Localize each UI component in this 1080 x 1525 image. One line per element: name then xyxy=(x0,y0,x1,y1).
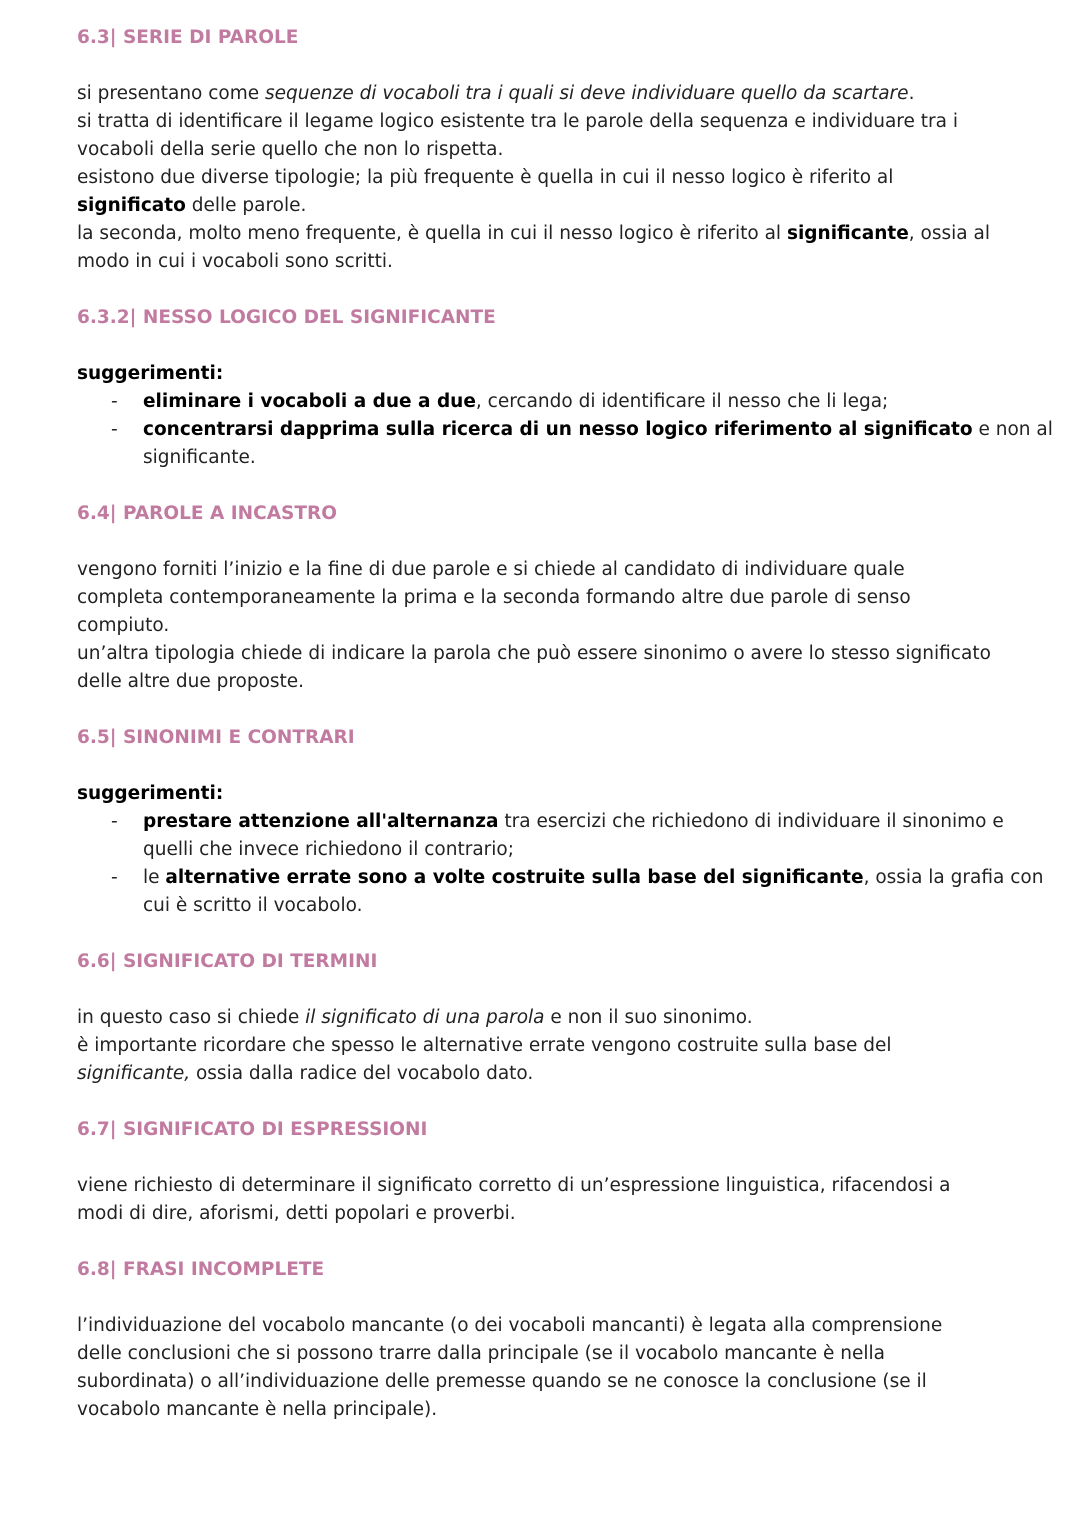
section-heading-6-3: 6.3| SERIE DI PAROLE xyxy=(77,27,299,48)
suggestions-list xyxy=(77,388,1062,472)
text-span: e non il suo sinonimo. xyxy=(544,1007,753,1028)
section-heading-6-8: 6.8| FRASI INCOMPLETE xyxy=(77,1259,325,1280)
italic-text: significante, xyxy=(77,1063,191,1084)
text-span: . xyxy=(908,83,915,104)
bold-text: prestare attenzione all'alternanza xyxy=(143,811,499,832)
spacer xyxy=(77,1088,1062,1116)
bold-text: alternative errate sono a volte costruite sulla base del significante xyxy=(165,867,864,888)
text-line: compiuto. xyxy=(77,615,170,636)
spacer xyxy=(77,1228,1062,1256)
section-body-6-3 xyxy=(77,80,1062,276)
text-span: , ossia la grafia con xyxy=(863,867,1044,888)
text-line: esistono due diverse tipologie; la più frequente è quella in cui il nesso logico è riferito al xyxy=(77,167,894,188)
list-item xyxy=(77,864,1062,920)
text-span: le xyxy=(143,867,166,888)
section-heading-6-4: 6.4| PAROLE A INCASTRO xyxy=(77,503,337,524)
text-span: , cercando di identificare il nesso che li lega; xyxy=(475,391,889,412)
section-heading-6-6: 6.6| SIGNIFICATO DI TERMINI xyxy=(77,951,378,972)
text-line xyxy=(77,80,1062,108)
text-span: tra esercizi che richiedono di individuare il sinonimo e xyxy=(498,811,1004,832)
spacer xyxy=(77,920,1062,948)
text-line xyxy=(77,1060,1062,1088)
text-line: l’individuazione del vocabolo mancante (o dei vocaboli mancanti) è legata alla comprensione xyxy=(77,1315,943,1336)
text-line: cui è scritto il vocabolo. xyxy=(143,895,363,916)
bold-text: significante xyxy=(786,223,909,244)
spacer xyxy=(77,276,1062,304)
dash-bullet-icon: - xyxy=(111,391,118,412)
suggestions-label: suggerimenti: xyxy=(77,363,224,384)
suggestions-list xyxy=(77,808,1062,920)
text-line: modi di dire, aforismi, detti popolari e proverbi. xyxy=(77,1203,516,1224)
text-line xyxy=(77,1004,1062,1032)
suggestions-label: suggerimenti: xyxy=(77,783,224,804)
bold-text: concentrarsi dapprima sulla ricerca di un nesso logico riferimento al significato xyxy=(143,419,973,440)
section-body-6-7 xyxy=(77,1172,1062,1228)
text-line: si tratta di identificare il legame logico esistente tra le parole della sequenza e individuare tra i xyxy=(77,111,958,132)
text-line: un’altra tipologia chiede di indicare la parola che può essere sinonimo o avere lo stesso significato xyxy=(77,643,991,664)
text-line xyxy=(143,864,1062,892)
text-span: delle parole. xyxy=(185,195,307,216)
text-line: delle altre due proposte. xyxy=(77,671,305,692)
section-body-6-8 xyxy=(77,1312,1062,1424)
section-heading-6-7: 6.7| SIGNIFICATO DI ESPRESSIONI xyxy=(77,1119,428,1140)
bold-text: eliminare i vocaboli a due a due xyxy=(143,391,476,412)
text-line xyxy=(143,388,1062,416)
document-page xyxy=(77,24,1062,1424)
section-heading-6-5: 6.5| SINONIMI E CONTRARI xyxy=(77,727,355,748)
text-line: vengono forniti l’inizio e la fine di due parole e si chiede al candidato di individuare quale xyxy=(77,559,905,580)
spacer xyxy=(77,472,1062,500)
text-line: vocaboli della serie quello che non lo rispetta. xyxy=(77,139,504,160)
dash-bullet-icon: - xyxy=(111,867,118,888)
text-line: completa contemporaneamente la prima e la seconda formando altre due parole di senso xyxy=(77,587,911,608)
dash-bullet-icon: - xyxy=(111,419,118,440)
text-line: significante. xyxy=(143,447,256,468)
italic-text: il significato di una parola xyxy=(305,1007,545,1028)
section-body-6-4 xyxy=(77,556,1062,696)
text-line: subordinata) o all’individuazione delle premesse quando se ne conosce la conclusione (se il xyxy=(77,1371,927,1392)
section-heading-6-3-2: 6.3.2| NESSO LOGICO DEL SIGNIFICANTE xyxy=(77,307,496,328)
text-line: vocabolo mancante è nella principale). xyxy=(77,1399,438,1420)
list-item xyxy=(77,388,1062,416)
text-span: in questo caso si chiede xyxy=(77,1007,306,1028)
text-line: modo in cui i vocaboli sono scritti. xyxy=(77,251,393,272)
text-span: e non al xyxy=(972,419,1053,440)
dash-bullet-icon: - xyxy=(111,811,118,832)
text-line: è importante ricordare che spesso le alternative errate vengono costruite sulla base del xyxy=(77,1035,892,1056)
bold-text: significato xyxy=(77,195,186,216)
text-line: quelli che invece richiedono il contrario; xyxy=(143,839,514,860)
text-line xyxy=(77,192,1062,220)
text-line xyxy=(143,808,1062,836)
text-line xyxy=(143,416,1062,444)
section-body-6-6 xyxy=(77,1004,1062,1088)
list-item xyxy=(77,416,1062,472)
text-line: viene richiesto di determinare il significato corretto di un’espressione linguistica, rifacendosi a xyxy=(77,1175,951,1196)
text-line xyxy=(77,220,1062,248)
italic-text: sequenze di vocaboli tra i quali si deve individuare quello da scartare xyxy=(265,83,909,104)
text-span: la seconda, molto meno frequente, è quella in cui il nesso logico è riferito al xyxy=(77,223,787,244)
text-line: delle conclusioni che si possono trarre dalla principale (se il vocabolo mancante è nella xyxy=(77,1343,885,1364)
text-span: , ossia al xyxy=(908,223,990,244)
spacer xyxy=(77,696,1062,724)
text-span: ossia dalla radice del vocabolo dato. xyxy=(190,1063,534,1084)
list-item xyxy=(77,808,1062,864)
text-span: si presentano come xyxy=(77,83,266,104)
